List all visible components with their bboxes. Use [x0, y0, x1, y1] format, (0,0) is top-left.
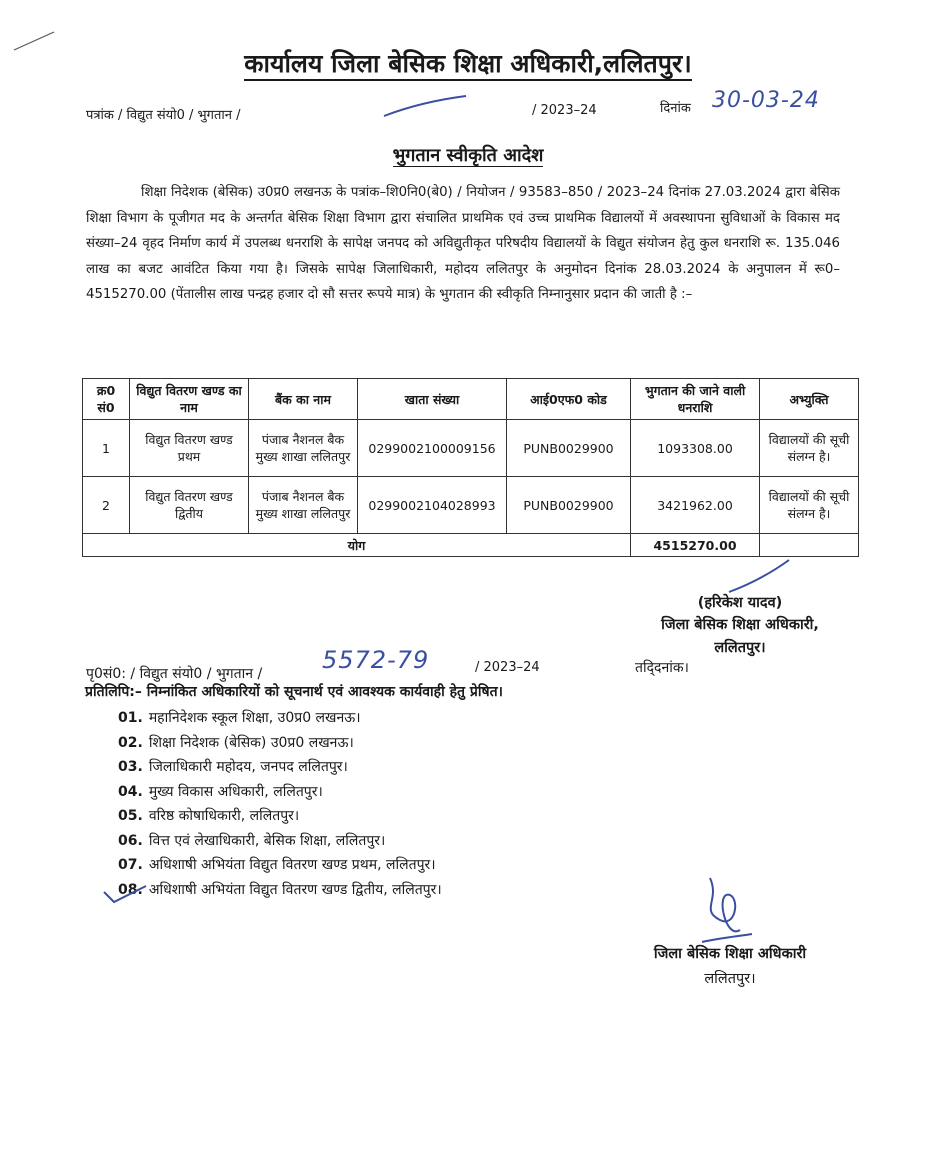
copy-recipient-list — [118, 708, 442, 904]
reference-number: पत्रांक / विद्युत संयो0 / भुगतान / — [86, 108, 241, 123]
cell-serial: 1 — [83, 420, 130, 477]
date-label: दिनांक — [660, 101, 691, 116]
signatory-place: ललितपुर। — [714, 640, 766, 656]
copy-reference-year: / 2023–24 — [475, 660, 540, 675]
list-item: 01. महानिदेशक स्कूल शिक्षा, उ0प्र0 लखनऊ। — [118, 710, 361, 726]
cell-account: 0299002100009156 — [358, 420, 507, 477]
list-item: 04. मुख्य विकास अधिकारी, ललितपुर। — [118, 783, 323, 800]
cell-division: विद्युत वितरण खण्ड प्रथम — [130, 420, 249, 477]
total-remarks-empty — [760, 534, 859, 557]
order-body: शिक्षा निदेशक (बेसिक) उ0प्र0 लखनऊ के पत्रांक–शि0नि0(बे0) / नियोजन / 93583–850 / 2023–24 दिनांक 27.03.2024 द्वारा बेसिक शिक्षा विभाग के पूजीगत मद के अन्तर्गत बेसिक शिक्षा विभाग द्वारा संचालित प्राथमिक एवं उच्च प्राथमिक विद्यालयों में अवस्थापना सुविधाओं के विकास मद संख्या–24 वृहद निर्माण कार्य में उपलब्ध धनराशि के सापेक्ष जनपद को अविद्युतीकृत परिषदीय विद्यालयों के विद्युत संयोजन हेतु कुल धनराशि रू. 135.046 लाख का बजट आवंटित किया गया है। जिसके सापेक्ष जिलाधिकारी, महोदय ललितपुर के अनुमोदन दिनांक 28.03.2024 के अनुपालन में रू0–4515270.00 (पेंतालीस लाख पन्द्रह हजार दो सौ सत्तर रूपये मात्र) के भुगतान की स्वीकृति निम्नानुसार प्रदान की जाती है :– — [86, 185, 840, 302]
signature-stroke — [725, 556, 795, 596]
signature-scribble — [690, 870, 760, 950]
list-item: 06. वित्त एवं लेखाधिकारी, बेसिक शिक्षा, ललितपुर। — [118, 832, 386, 849]
table-header-row — [83, 379, 859, 420]
signatory-place-2: ललितपुर। — [704, 971, 756, 987]
list-item: 07. अधिशाषी अभियंता विद्युत वितरण खण्ड प्रथम, ललितपुर। — [118, 857, 436, 873]
cell-ifsc: PUNB0029900 — [507, 477, 631, 534]
cell-division: विद्युत वितरण खण्ड द्वितीय — [130, 477, 249, 534]
list-item: 05. वरिष्ठ कोषाधिकारी, ललितपुर। — [118, 808, 300, 824]
table-row — [83, 420, 859, 477]
order-title: भुगतान स्वीकृति आदेश — [392, 145, 544, 166]
handwritten-date: 30-03-24 — [712, 88, 820, 113]
col-bank: बैंक का नाम — [249, 379, 358, 420]
tick-mark-icon — [100, 880, 150, 908]
signatory-designation: जिला बेसिक शिक्षा अधिकारी, — [661, 617, 819, 633]
signatory-name: (हरिकेश यादव) — [697, 595, 783, 611]
copy-reference-number: पृ0सं0: / विद्युत संयो0 / भुगतान / — [86, 666, 263, 682]
cell-bank: पंजाब नैशनल बैक मुख्य शाखा ललितपुर — [249, 420, 358, 477]
list-item: 03. जिलाधिकारी महोदय, जनपद ललितपुर। — [118, 759, 348, 775]
list-item: 08. अधिशाषी अभियंता विद्युत वितरण खण्ड द्वितीय, ललितपुर। — [118, 881, 442, 898]
col-account: खाता संख्या — [358, 379, 507, 420]
reference-year: / 2023–24 — [532, 103, 597, 118]
cell-serial: 2 — [83, 477, 130, 534]
office-title: कार्यालय जिला बेसिक शिक्षा अधिकारी,ललितपुर। — [0, 46, 936, 80]
cell-amount: 1093308.00 — [631, 420, 760, 477]
handwritten-dispatch-number: 5572-79 — [322, 646, 430, 674]
table-total-row — [83, 534, 859, 557]
copy-date-label: तद्‍दिनांक। — [635, 660, 689, 676]
col-amount: भुगतान की जाने वाली धनराशि — [631, 379, 760, 420]
col-division: विद्युत वितरण खण्ड का नाम — [130, 379, 249, 420]
handwritten-ref-stroke — [380, 92, 470, 122]
cell-remarks: विद्यालयों की सूची संलग्न है। — [760, 477, 859, 534]
payment-table — [82, 378, 859, 557]
cell-ifsc: PUNB0029900 — [507, 420, 631, 477]
list-item: 02. शिक्षा निदेशक (बेसिक) उ0प्र0 लखनऊ। — [118, 734, 354, 751]
cell-remarks: विद्यालयों की सूची संलग्न है। — [760, 420, 859, 477]
signatory-designation-2: जिला बेसिक शिक्षा अधिकारी — [653, 946, 807, 962]
cell-bank: पंजाब नैशनल बैक मुख्य शाखा ललितपुर — [249, 477, 358, 534]
table-row — [83, 477, 859, 534]
col-serial: क्र0 सं0 — [83, 379, 130, 420]
total-label: योग — [83, 534, 631, 557]
copy-heading: प्रतिलिपि:– निम्नांकित अधिकारियों को सूचनार्थ एवं आवश्यक कार्यवाही हेतु प्रेषित। — [85, 684, 503, 700]
cell-amount: 3421962.00 — [631, 477, 760, 534]
col-ifsc: आई0एफ0 कोड — [507, 379, 631, 420]
cell-account: 0299002104028993 — [358, 477, 507, 534]
total-value: 4515270.00 — [631, 534, 760, 557]
col-remarks: अभ्युक्ति — [760, 379, 859, 420]
